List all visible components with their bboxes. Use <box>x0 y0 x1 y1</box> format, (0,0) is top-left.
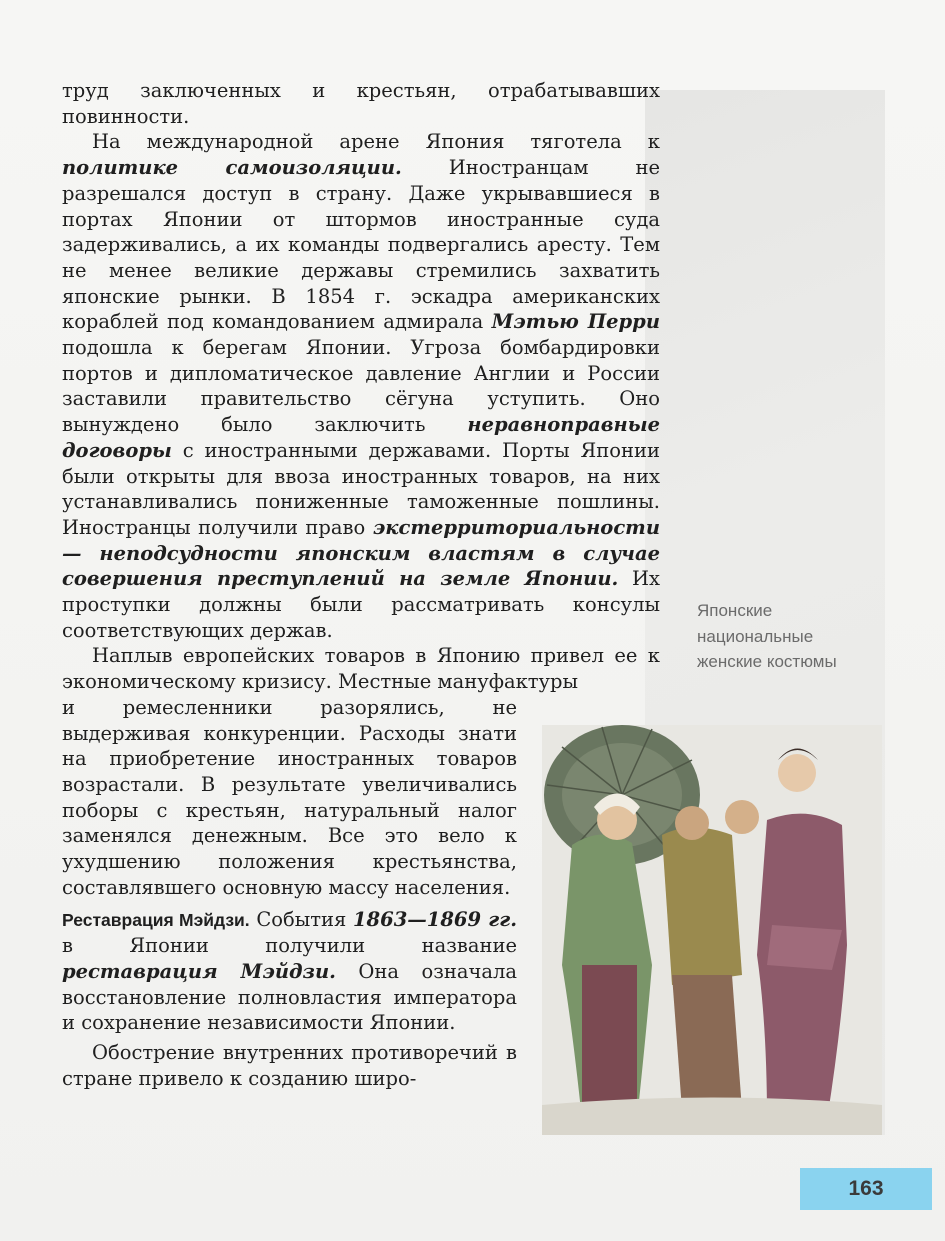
wrapped-column <box>62 695 517 1092</box>
paragraph-contradictions: Обострение внутренних противоречий в стране привело к созданию широ- <box>62 1041 517 1090</box>
section-heading-meiji: Реставрация Мэйдзи. <box>62 909 250 930</box>
term-years: 1863—1869 гг. <box>352 907 518 931</box>
paragraph-self-isolation: На международной арене Япония тяготела к политике самоизоляции. Иностранцам не разрешался доступ в страну. Даже укрывавшиеся в портах Японии от штормов иностранные суда задерживались, а их команды подвергались аресту. Тем не менее великие державы стремились захватить японские рынки. В 1854 г. эскадра американских кораблей под командованием адмирала Мэтью Перри подошла к берегам Японии. Угроза бомбардировки портов и дипломатическое давление Англии и России заставили правительство сёгуна уступить. Оно вынуждено было заключить неравноправные договоры с иностранными державами. Порты Японии были открыты для ввоза иностранных товаров, на них устанавливались пониженные таможенные пошлины. Иностранцы получили право экстерриториальности — неподсудности японским властям в случае совершения преступлений на земле Японии. Их проступки должны были рассматривать консулы соответствующих держав. <box>62 130 661 642</box>
paragraph-meiji: Реставрация Мэйдзи. События 1863—1869 гг. в Японии получили название реставрация Мэйдзи. Она означала восстановление полновластия императора и сохранение независимости Японии. <box>62 907 518 1035</box>
term-unequal-treaties: неравноправные договоры <box>62 413 660 462</box>
term-extraterritoriality: экстерриториальности — неподсудности японским властям в случае совершения преступлений на земле Японии. <box>62 515 660 591</box>
page-number: 163 <box>800 1168 932 1210</box>
illustration-caption: Японские национальные женские костюмы <box>697 601 837 671</box>
term-meiji-restoration: реставрация Мэйдзи. <box>62 959 336 983</box>
term-self-isolation: политике самоизоляции. <box>62 156 402 180</box>
paragraph-crisis: и ремесленники разорялись, не выдерживая конкуренции. Расходы знати на приобретение иностранных товаров возрастали. В результате увеличивались поборы с крестьян, натуральный налог заменялся денежным. Все это вело к ухудшению положения крестьянства, составлявшего основную массу населения. <box>62 695 517 899</box>
paragraph-continuation: труд заключенных и крестьян, отрабатывавших повинности. <box>62 79 660 128</box>
name-perry: Мэтью Перри <box>491 310 660 334</box>
paragraph-crisis-lead: Наплыв европейских товаров в Японию привел ее к экономическому кризису. Местные мануфактуры <box>62 644 660 694</box>
illustration-japanese-costumes <box>542 725 882 1135</box>
